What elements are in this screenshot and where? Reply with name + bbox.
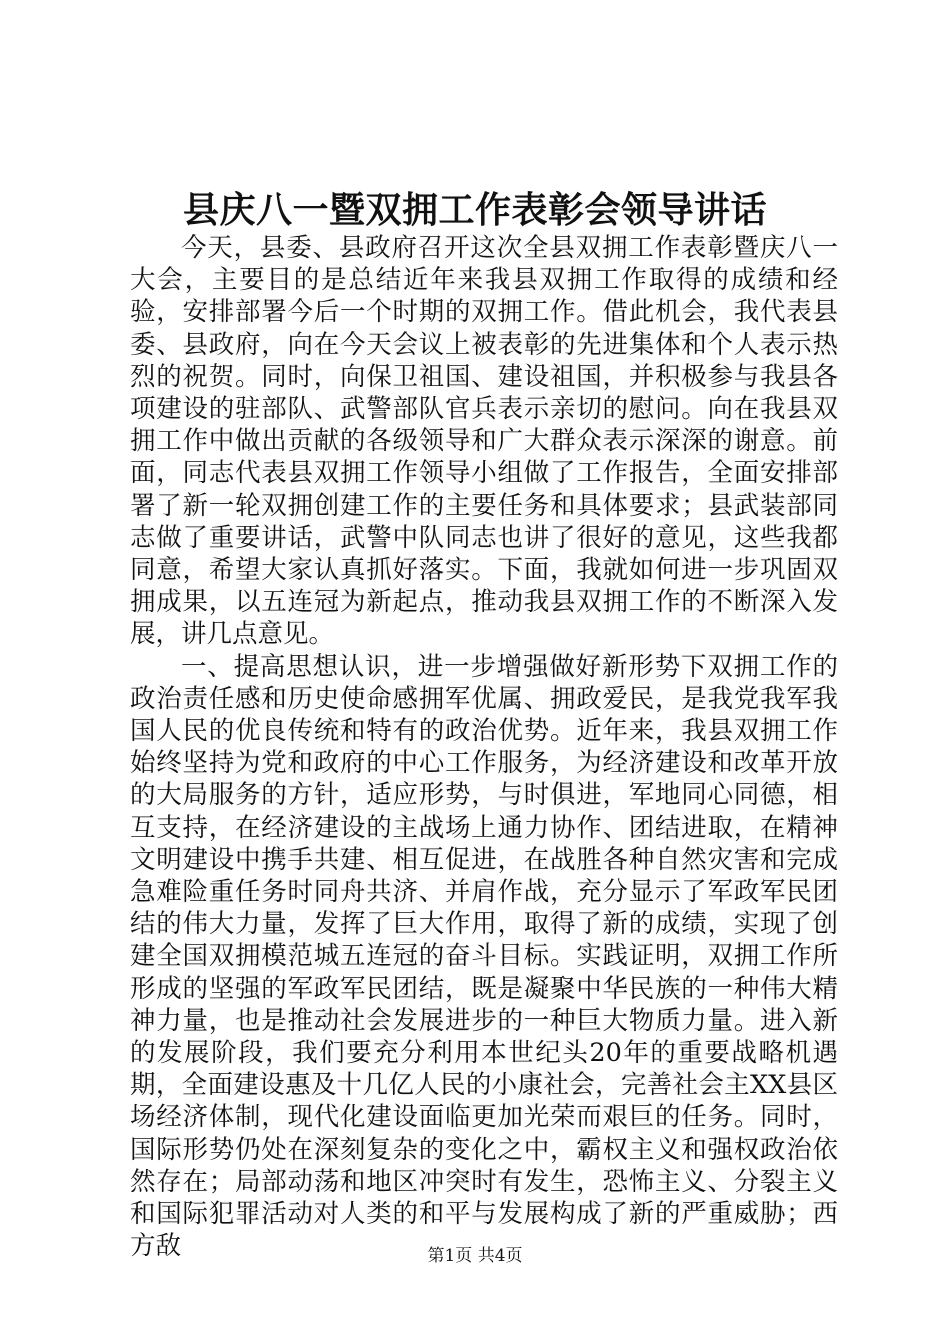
paragraph-intro: 今天，县委、县政府召开这次全县双拥工作表彰暨庆八一大会，主要目的是总结近年来我县双拥工作取得的成绩和经验，安排部署今后一个时期的双拥工作。借此机会，我代表县委、县政府，向在今天会议上被表彰的先进集体和个人表示热烈的祝贺。同时，向保卫祖国、建设祖国，并积极参与我县各项建设的驻部队、武警部队官兵表示亲切的慰问。向在我县双拥工作中做出贡献的各级领导和广大群众表示深深的谢意。前面，同志代表县双拥工作领导小组做了工作报告，全面安排部署了新一轮双拥创建工作的主要任务和具体要求；县武装部同志做了重要讲话，武警中队同志也讲了很好的意见，这些我都同意，希望大家认真抓好落实。下面，我就如何进一步巩固双拥成果，以五连冠为新起点，推动我县双拥工作的不断深入发展，讲几点意见。 <box>130 233 838 650</box>
page-number-footer: 第1页 共4页 <box>427 1246 523 1266</box>
paragraph-section-one: 一、提高思想认识，进一步增强做好新形势下双拥工作的政治责任感和历史使命感拥军优属、拥政爱民，是我党我军我国人民的优良传统和特有的政治优势。近年来，我县双拥工作始终坚持为党和政府的中心工作服务，为经济建设和改革开放的大局服务的方针，适应形势，与时俱进，军地同心同德，相互支持，在经济建设的主战场上通力协作、团结进取，在精神文明建设中携手共建、相互促进，在战胜各种自然灾害和完成急难险重任务时同舟共济、并肩作战，充分显示了军政军民团结的伟大力量，发挥了巨大作用，取得了新的成绩，实现了创建全国双拥模范城五连冠的奋斗目标。实践证明，双拥工作所形成的坚强的军政军民团结，既是凝聚中华民族的一种伟大精神力量，也是推动社会发展进步的一种巨大物质力量。进入新的发展阶段，我们要充分利用本世纪头20年的重要战略机遇期，全面建设惠及十几亿人民的小康社会，完善社会主XX县区场经济体制，现代化建设面临更加光荣而艰巨的任务。同时，国际形势仍处在深刻复杂的变化之中，霸权主义和强权政治依然存在；局部动荡和地区冲突时有发生，恐怖主义、分裂主义和国际犯罪活动对人类的和平与发展构成了新的严重威胁；西方敌 <box>130 651 838 1262</box>
document-title: 县庆八一暨双拥工作表彰会领导讲话 <box>182 189 767 231</box>
